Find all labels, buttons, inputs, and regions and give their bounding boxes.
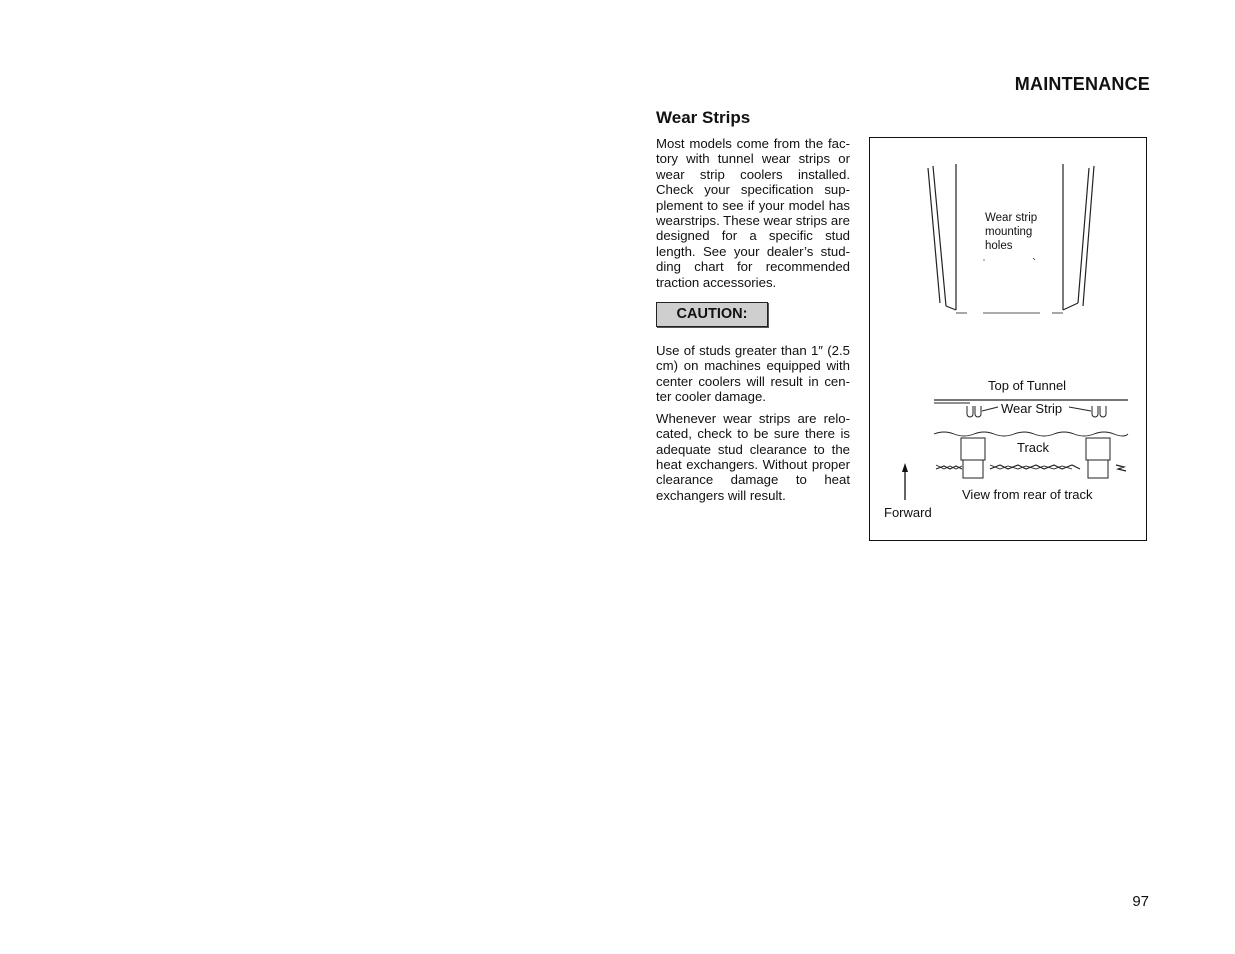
- wear-strip-illustration: [870, 138, 1148, 542]
- relocation-paragraph: Whenever wear strips are relocated, check to be sure there is adequate stud clearance to the heat exchangers. Without proper clearance damage to heat exchangers will result.: [656, 410, 850, 503]
- view-caption: View from rear of track: [962, 487, 1093, 502]
- wear-strip-label: Wear Strip: [1001, 401, 1063, 416]
- wear-strips-article: [656, 108, 850, 509]
- wear-strip-figure: [869, 137, 1147, 541]
- section-title: MAINTENANCE: [1014, 74, 1150, 94]
- intro-paragraph: Most models come from the factory with tunnel wear strips or wear strip coolers installed. Check your specification supplement to see if your model has wearstrips. These wear strips are designed for a specific stud length. See your dealer’s studding chart for recommended traction accessories.: [656, 136, 850, 290]
- caution-label: CAUTION:: [656, 302, 768, 327]
- page-number: 97: [1132, 893, 1149, 910]
- mounting-holes-label: Wear strip mounting holes: [985, 212, 1038, 252]
- caution-paragraph: Use of studs greater than 1″ (2.5 cm) on machines equipped with center coolers will result in center cooler damage.: [656, 343, 850, 405]
- track-label: Track: [1017, 440, 1050, 455]
- forward-label: Forward: [884, 505, 932, 520]
- forward-arrow: [902, 463, 908, 500]
- article-heading: Wear Strips: [656, 108, 751, 127]
- top-of-tunnel-label: Top of Tunnel: [988, 378, 1067, 393]
